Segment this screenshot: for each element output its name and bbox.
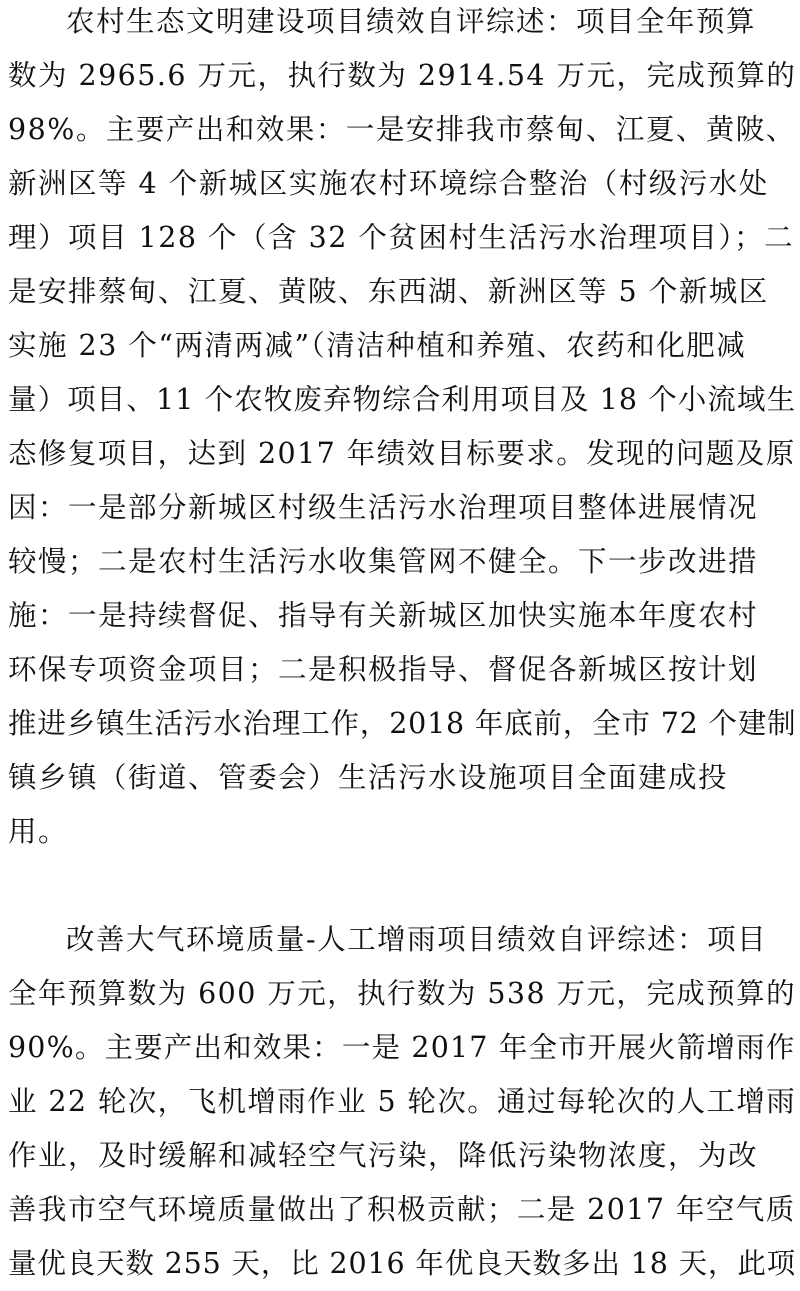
text-line: 实施 23 个“两清两减”（清洁种植和养殖、农药和化肥减 bbox=[8, 329, 747, 362]
text-line: 因：一是部分新城区村级生活污水治理项目整体进展情况 bbox=[8, 491, 759, 524]
text-line: 全年预算数为 600 万元，执行数为 538 万元，完成预算的 bbox=[8, 977, 797, 1010]
text-line: 作业，及时缓解和减轻空气污染，降低污染物浓度，为改 bbox=[8, 1139, 759, 1172]
text-line: 用。 bbox=[8, 815, 69, 848]
text-line: 业 22 轮次，飞机增雨作业 5 轮次。通过每轮次的人工增雨 bbox=[8, 1085, 797, 1118]
text-line: 态修复项目，达到 2017 年绩效目标要求。发现的问题及原 bbox=[8, 437, 796, 470]
text-line: 农村生态文明建设项目绩效自评综述：项目全年预算 bbox=[66, 5, 757, 38]
text-line: 善我市空气环境质量做出了积极贡献；二是 2017 年空气质 bbox=[8, 1193, 796, 1226]
text-line: 理）项目 128 个（含 32 个贫困村生活污水治理项目）；二 bbox=[8, 221, 795, 254]
text-line: 较慢；二是农村生活污水收集管网不健全。下一步改进措 bbox=[8, 545, 759, 578]
text-line: 推进乡镇生活污水治理工作，2018 年底前，全市 72 个建制 bbox=[8, 707, 797, 740]
text-line: 环保专项资金项目；二是积极指导、督促各新城区按计划 bbox=[8, 653, 759, 686]
text-line: 新洲区等 4 个新城区实施农村环境综合整治（村级污水处 bbox=[8, 167, 769, 200]
text-line: 施：一是持续督促、指导有关新城区加快实施本年度农村 bbox=[8, 599, 759, 632]
text-line: 镇乡镇（街道、管委会）生活污水设施项目全面建成投 bbox=[8, 761, 729, 794]
text-line: 90%。主要产出和效果：一是 2017 年全市开展火箭增雨作 bbox=[8, 1031, 796, 1064]
text-line: 98%。主要产出和效果：一是安排我市蔡甸、江夏、黄陂、 bbox=[8, 113, 796, 146]
text-line: 数为 2965.6 万元，执行数为 2914.54 万元，完成预算的 bbox=[8, 59, 797, 92]
text-line: 是安排蔡甸、江夏、黄陂、东西湖、新洲区等 5 个新城区 bbox=[8, 275, 769, 308]
text-line: 量）项目、11 个农牧废弃物综合利用项目及 18 个小流域生 bbox=[8, 383, 797, 416]
text-line: 量优良天数 255 天，比 2016 年优良天数多出 18 天，此项 bbox=[8, 1247, 797, 1280]
text-line: 改善大气环境质量-人工增雨项目绩效自评综述：项目 bbox=[66, 923, 768, 956]
